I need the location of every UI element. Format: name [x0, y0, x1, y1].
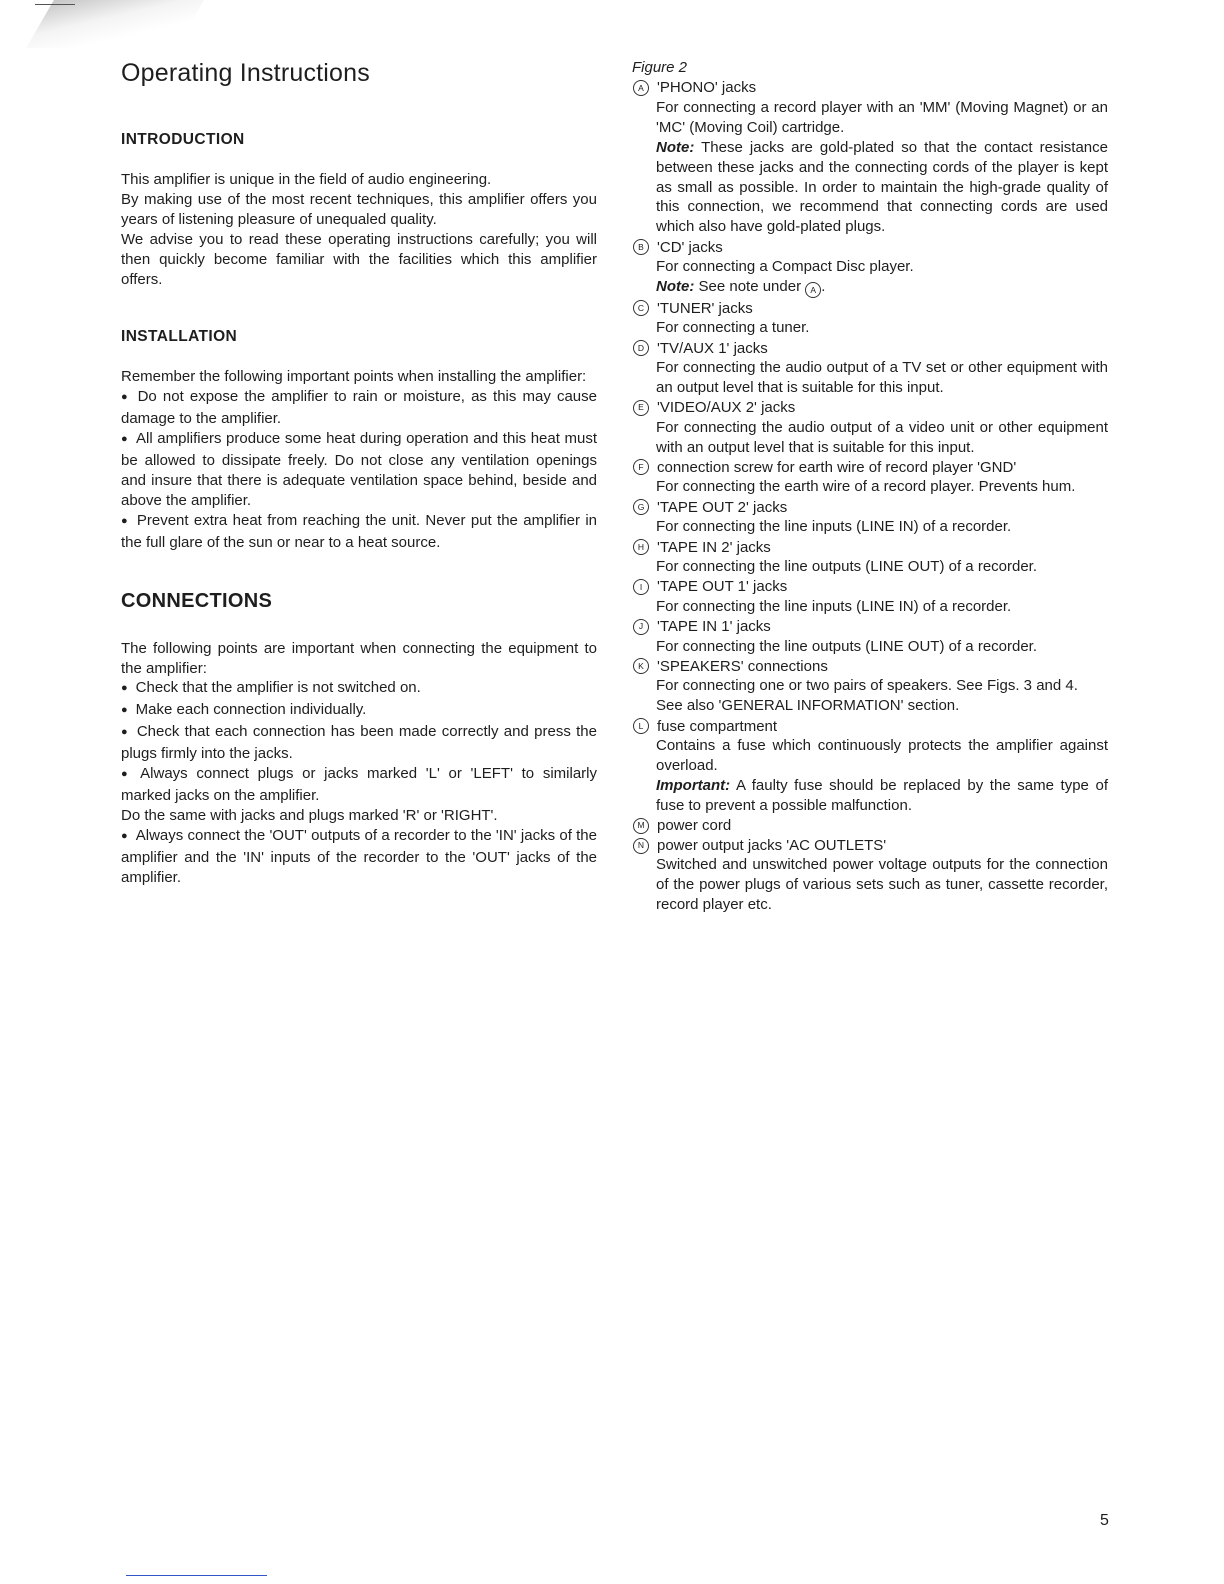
installation-bullet: ● Prevent extra heat from reaching the unit. Never put the amplifier in the full glare of the sun or near to a heat source. [121, 511, 597, 553]
figure-caption: Figure 2 [632, 59, 688, 76]
important-text: A faulty fuse should be replaced by the same type of fuse to prevent a possible malfunction. [656, 776, 1109, 814]
figure-item [632, 398, 1108, 458]
installation-bullet: ● All amplifiers produce some heat during operation and this heat must be allowed to dissipate freely. Do not close any ventilation openings and insure that there is adequate ventilation space behind, beside and above the amplifier. [121, 429, 597, 511]
figure-item [632, 497, 1108, 537]
right-column [632, 58, 1108, 915]
circled-letter-icon: A [805, 282, 821, 298]
connections-note: Do the same with jacks and plugs marked 'R' or 'RIGHT'. [121, 806, 498, 824]
item-description: For connecting a Compact Disc player. [656, 258, 914, 276]
figure-item [632, 298, 1108, 338]
connections-bullet: ● Always connect the 'OUT' outputs of a recorder to the 'IN' jacks of the amplifier and the 'IN' inputs of the recorder to the 'OUT' jacks of the amplifier. [121, 826, 597, 888]
item-label: 'CD' jacks [657, 238, 723, 256]
item-description: For connecting the audio output of a TV set or other equipment with an output level that is suitable for this input. [656, 358, 1108, 396]
installation-heading: INSTALLATION [121, 328, 238, 346]
circled-letter-icon: J [633, 619, 649, 635]
figure-item [632, 537, 1108, 577]
figure-item [632, 457, 1108, 497]
item-label: power cord [657, 817, 732, 835]
circled-letter-icon: C [633, 300, 649, 316]
item-description: For connecting the line outputs (LINE OUT) of a recorder. [656, 557, 1038, 575]
circled-letter-icon: B [633, 239, 649, 255]
installation-lead: Remember the following important points when installing the amplifier: [121, 368, 587, 386]
circled-letter-icon: E [633, 400, 649, 416]
figure-item [632, 716, 1108, 816]
item-label: 'TV/AUX 1' jacks [657, 339, 768, 357]
item-description: For connecting a record player with an 'MM' (Moving Magnet) or an 'MC' (Moving Coil) cartridge. [656, 98, 1108, 136]
note-text: These jacks are gold-plated so that the contact resistance between these jacks and the connecting cords of the player is kept as small as possible. In order to maintain the high-grade quality of this connection, we recommend that connecting cords are used which also have gold-plated plugs. [656, 138, 1108, 236]
item-label: 'TAPE IN 2' jacks [657, 538, 771, 556]
connections-bullet: ● Make each connection individually. [121, 700, 597, 722]
scan-line [35, 4, 75, 5]
item-label: connection screw for earth wire of record player 'GND' [657, 458, 1017, 476]
item-description: For connecting the earth wire of a record player. Prevents hum. [656, 478, 1076, 496]
page-number: 5 [1100, 1512, 1109, 1529]
note-label: Note: [656, 278, 695, 296]
figure-item [632, 78, 1108, 237]
figure-item [632, 816, 1108, 836]
item-description: For connecting a tuner. [656, 319, 810, 337]
connections-heading: CONNECTIONS [121, 589, 273, 612]
figure-item [632, 577, 1108, 617]
item-description: For connecting one or two pairs of speakers. See Figs. 3 and 4. [656, 677, 1078, 695]
item-label: 'TAPE IN 1' jacks [657, 618, 771, 636]
item-description: For connecting the line outputs (LINE OUT) of a recorder. [656, 637, 1038, 655]
item-label: 'PHONO' jacks [657, 79, 757, 97]
page-title: Operating Instructions [121, 59, 370, 87]
connections-lead: The following points are important when connecting the equipment to the amplifier: [121, 639, 597, 677]
intro-paragraph: By making use of the most recent techniques, this amplifier offers you years of listening pleasure of unequaled quality. [121, 190, 597, 228]
circled-letter-icon: H [633, 539, 649, 555]
item-label: power output jacks 'AC OUTLETS' [657, 837, 887, 855]
important-label: Important: [656, 776, 731, 794]
circled-letter-icon: K [633, 658, 649, 674]
item-description: Contains a fuse which continuously protects the amplifier against overload. [656, 737, 1108, 774]
connections-bullet: ● Check that each connection has been made correctly and press the plugs firmly into the jacks. [121, 722, 597, 764]
item-label: 'SPEAKERS' connections [657, 657, 828, 675]
note-text: See note under [698, 278, 802, 296]
figure-item [632, 617, 1108, 657]
figure-item: B 'CD' jacks For connecting a Compact Disc player. Note: See note under A . [632, 237, 1108, 298]
left-column [121, 58, 597, 887]
connections-bullet: ● Always connect plugs or jacks marked 'L' or 'LEFT' to similarly marked jacks on the amplifier. [121, 764, 597, 806]
circled-letter-icon: M [633, 818, 649, 834]
item-label: 'TUNER' jacks [657, 299, 753, 317]
circled-letter-icon: G [633, 499, 649, 515]
item-description: For connecting the audio output of a video unit or other equipment with an output level that is suitable for this input. [656, 418, 1108, 456]
note-label: Note: [656, 138, 695, 156]
item-description: For connecting the line inputs (LINE IN) of a recorder. [656, 518, 1012, 536]
figure-item [632, 338, 1108, 398]
circled-letter-icon: I [633, 579, 649, 595]
installation-bullet: ● Do not expose the amplifier to rain or moisture, as this may cause damage to the amplifier. [121, 387, 597, 429]
item-label: fuse compartment [657, 717, 778, 735]
item-description: For connecting the line inputs (LINE IN) of a recorder. [656, 597, 1012, 615]
footer-rule [126, 1575, 267, 1576]
item-description: Switched and unswitched power voltage outputs for the connection of the power plugs of various sets such as tuner, cassette recorder, record player etc. [656, 856, 1108, 914]
item-label: 'VIDEO/AUX 2' jacks [657, 399, 796, 417]
figure-item [632, 836, 1108, 916]
intro-paragraph: We advise you to read these operating instructions carefully; you will then quickly become familiar with the facilities which this amplifier offers. [121, 230, 597, 288]
scan-artifact [26, 0, 204, 48]
item-extra: See also 'GENERAL INFORMATION' section. [656, 697, 960, 715]
item-label: 'TAPE OUT 1' jacks [657, 578, 788, 596]
circled-letter-icon: F [633, 459, 649, 475]
connections-bullet: ● Check that the amplifier is not switched on. [121, 678, 597, 700]
circled-letter-icon: N [633, 838, 649, 854]
circled-letter-icon: D [633, 340, 649, 356]
figure-item [632, 656, 1108, 716]
circled-letter-icon: A [633, 80, 649, 96]
introduction-heading: INTRODUCTION [121, 131, 245, 148]
circled-letter-icon: L [633, 718, 649, 734]
intro-paragraph: This amplifier is unique in the field of audio engineering. [121, 171, 492, 188]
item-label: 'TAPE OUT 2' jacks [657, 498, 788, 516]
